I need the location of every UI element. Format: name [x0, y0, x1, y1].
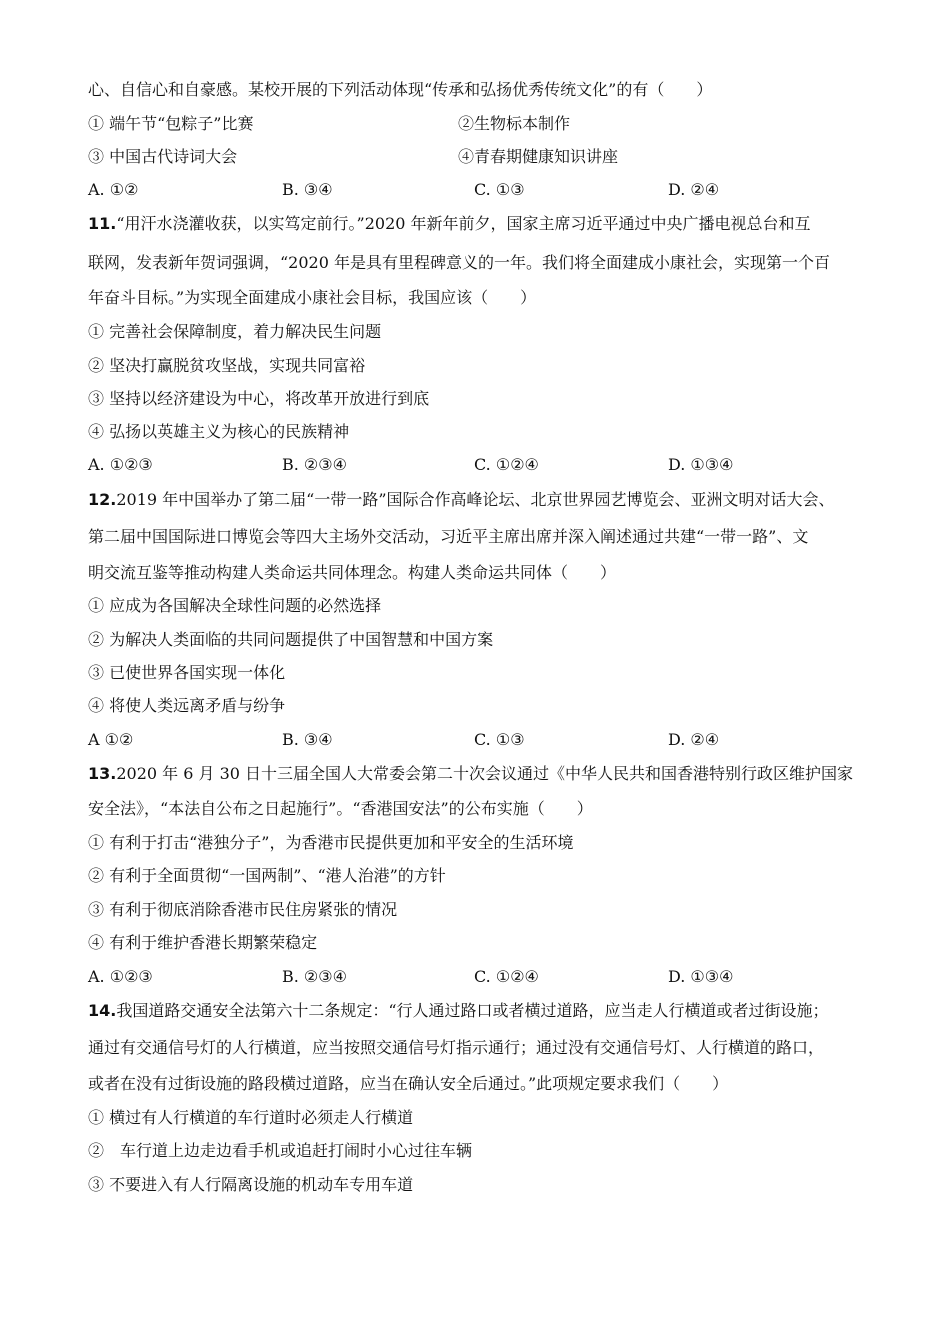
- q11-option-b: B. ②③④: [282, 455, 347, 474]
- q13-stem-line-2: 安全法》，“本法自公布之日起施行”。“香港国安法”的公布实施（ ）: [88, 799, 593, 818]
- q10-stem-line: 心、自信心和自豪感。某校开展的下列活动体现“传承和弘扬优秀传统文化”的有（ ）: [88, 80, 713, 99]
- q10-option-c: C. ①③: [474, 180, 525, 199]
- q13-item-2: ② 有利于全面贯彻“一国两制”、“港人治港”的方针: [88, 866, 446, 885]
- q13-stem-text-1: 2020 年 6 月 30 日十三届全国人大常委会第二十次会议通过《中华人民共和国香港特别行政区维护国家: [116, 764, 854, 783]
- q11-stem-text-1: “用汗水浇灌收获，以实笃定前行。”2020 年新年前夕，国家主席习近平通过中央广播电视总台和互: [116, 214, 811, 233]
- q12-item-4: ④ 将使人类远离矛盾与纷争: [88, 696, 286, 715]
- q11-item-3: ③ 坚持以经济建设为中心，将改革开放进行到底: [88, 389, 430, 408]
- q12-item-1: ① 应成为各国解决全球性问题的必然选择: [88, 596, 382, 615]
- q13-item-3: ③ 有利于彻底消除香港市民住房紧张的情况: [88, 900, 398, 919]
- q14-stem-line-2: 通过有交通信号灯的人行横道，应当按照交通信号灯指示通行；通过没有交通信号灯、人行横道的路口，: [88, 1038, 825, 1057]
- q11-stem-line-1: [88, 214, 811, 234]
- q12-option-c: C. ①③: [474, 730, 525, 749]
- q11-number: 11.: [88, 214, 117, 233]
- q12-stem-line-2: 第二届中国国际进口博览会等四大主场外交活动，习近平主席出席并深入阐述通过共建“一带一路”、文: [88, 527, 809, 546]
- q14-stem-line-3: 或者在没有过街设施的路段横过道路，应当在确认安全后通过。”此项规定要求我们（ ）: [88, 1074, 729, 1093]
- q12-stem-line-1: [88, 490, 835, 510]
- q14-item-1: ① 横过有人行横道的车行道时必须走人行横道: [88, 1108, 414, 1127]
- q14-stem-line-1: [88, 1001, 829, 1021]
- q11-option-c: C. ①②④: [474, 455, 539, 474]
- q12-item-2: ② 为解决人类面临的共同问题提供了中国智慧和中国方案: [88, 630, 494, 649]
- q11-option-d: D. ①③④: [668, 455, 734, 474]
- q11-stem-line-2: 联网，发表新年贺词强调，“2020 年是具有里程碑意义的一年。我们将全面建成小康社会，实现第一个百: [88, 253, 830, 272]
- q12-option-b: B. ③④: [282, 730, 333, 749]
- q11-item-4: ④ 弘扬以英雄主义为核心的民族精神: [88, 422, 350, 441]
- q10-option-d: D. ②④: [668, 180, 720, 199]
- q12-number: 12.: [88, 490, 117, 509]
- q13-option-b: B. ②③④: [282, 967, 347, 986]
- q12-stem-line-3: 明交流互鉴等推动构建人类命运共同体理念。构建人类命运共同体（ ）: [88, 563, 617, 582]
- q12-item-3: ③ 已使世界各国实现一体化: [88, 663, 286, 682]
- q13-item-4: ④ 有利于维护香港长期繁荣稳定: [88, 933, 318, 952]
- q12-stem-text-1: 2019 年中国举办了第二届“一带一路”国际合作高峰论坛、北京世界园艺博览会、亚洲文明对话大会、: [116, 490, 835, 509]
- q12-option-a: A ①②: [88, 730, 134, 749]
- q14-stem-text-1: 我国道路交通安全法第六十二条规定：“行人通过路口或者横过道路，应当走人行横道或者过街设施；: [116, 1001, 829, 1020]
- q10-item-1: ① 端午节“包粽子”比赛: [88, 114, 254, 133]
- q14-number: 14.: [88, 1001, 117, 1020]
- q12-option-d: D. ②④: [668, 730, 720, 749]
- q13-option-a: A. ①②③: [88, 967, 153, 986]
- q11-stem-line-3: 年奋斗目标。”为实现全面建成小康社会目标，我国应该（ ）: [88, 288, 537, 307]
- q10-option-b: B. ③④: [282, 180, 333, 199]
- q13-option-c: C. ①②④: [474, 967, 539, 986]
- q13-item-1: ① 有利于打击“港独分子”，为香港市民提供更加和平安全的生活环境: [88, 833, 574, 852]
- q11-item-2: ② 坚决打赢脱贫攻坚战，实现共同富裕: [88, 356, 366, 375]
- q10-item-4: ④青春期健康知识讲座: [458, 147, 619, 166]
- q10-item-3: ③ 中国古代诗词大会: [88, 147, 238, 166]
- q11-item-1: ① 完善社会保障制度，着力解决民生问题: [88, 322, 382, 341]
- q13-option-d: D. ①③④: [668, 967, 734, 986]
- q10-item-2: ②生物标本制作: [458, 114, 571, 133]
- q10-option-a: A. ①②: [88, 180, 139, 199]
- q14-item-3: ③ 不要进入有人行隔离设施的机动车专用车道: [88, 1175, 414, 1194]
- q13-number: 13.: [88, 764, 117, 783]
- q13-stem-line-1: [88, 764, 853, 784]
- q11-option-a: A. ①②③: [88, 455, 153, 474]
- q14-item-2: ② 车行道上边走边看手机或追赶打闹时小心过往车辆: [88, 1141, 473, 1160]
